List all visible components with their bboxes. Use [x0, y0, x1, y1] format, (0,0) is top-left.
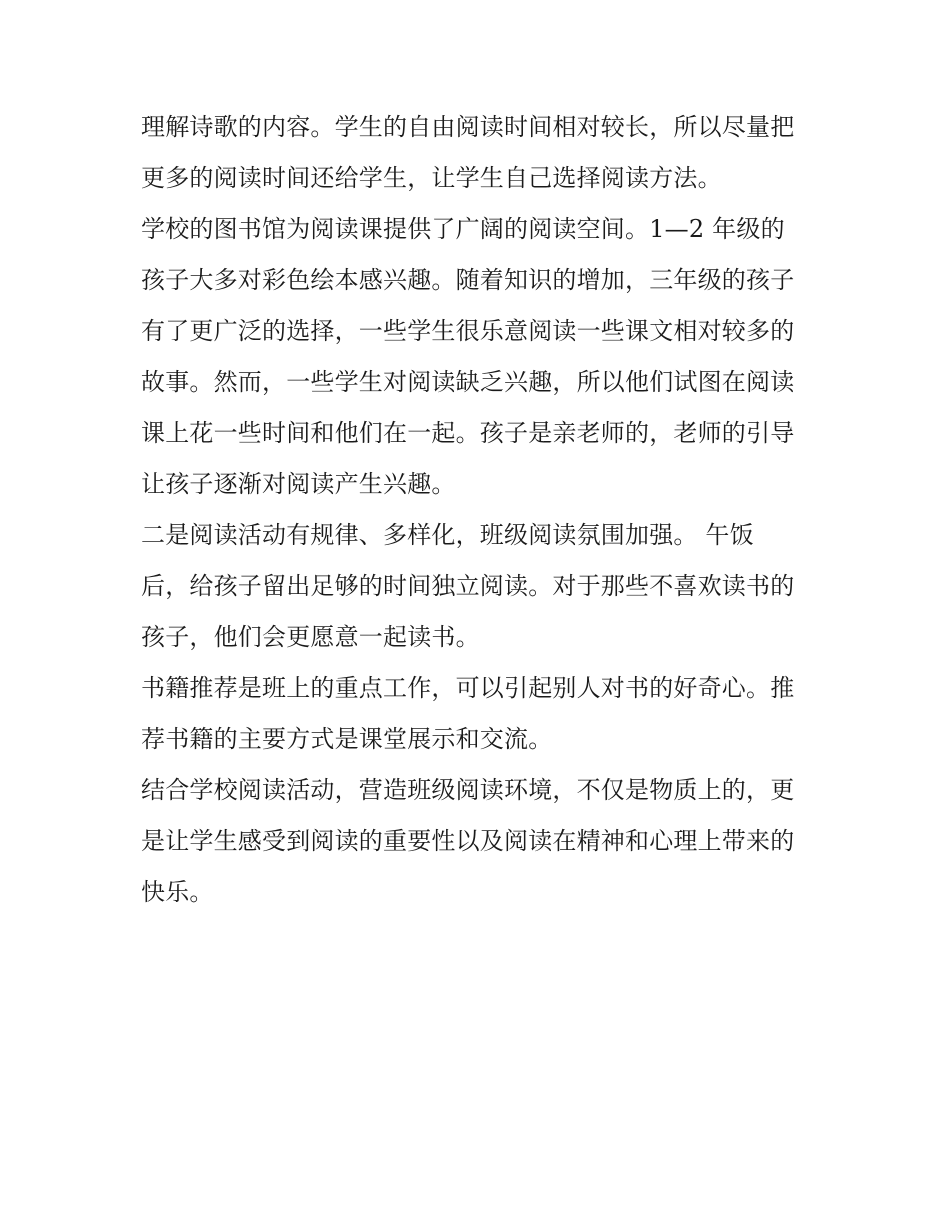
text-line: 后，给孩子留出足够的时间独立阅读。对于那些不喜欢读书的	[141, 572, 795, 600]
text-line: 学校的图书馆为阅读课提供了广阔的阅读空间。1—2 年级的	[141, 215, 785, 243]
text-line: 孩子，他们会更愿意一起读书。	[141, 623, 480, 651]
text-line: 让孩子逐渐对阅读产生兴趣。	[141, 470, 456, 498]
text-line: 荐书籍的主要方式是课堂展示和交流。	[141, 725, 553, 753]
text-line: 快乐。	[141, 878, 214, 906]
text-line: 故事。然而，一些学生对阅读缺乏兴趣，所以他们试图在阅读	[141, 368, 795, 396]
text-line: 理解诗歌的内容。学生的自由阅读时间相对较长，所以尽量把	[141, 113, 795, 141]
text-line: 结合学校阅读活动，营造班级阅读环境，不仅是物质上的，更	[141, 776, 795, 804]
body-text	[141, 102, 821, 918]
text-line: 书籍推荐是班上的重点工作，可以引起别人对书的好奇心。推	[141, 674, 795, 702]
text-line: 课上花一些时间和他们在一起。孩子是亲老师的，老师的引导	[141, 419, 795, 447]
text-line: 孩子大多对彩色绘本感兴趣。随着知识的增加，三年级的孩子	[141, 266, 795, 294]
text-line: 有了更广泛的选择，一些学生很乐意阅读一些课文相对较多的	[141, 317, 795, 345]
text-line: 更多的阅读时间还给学生，让学生自己选择阅读方法。	[141, 164, 722, 192]
text-line: 二是阅读活动有规律、多样化，班级阅读氛围加强。 午饭	[141, 521, 754, 549]
text-line: 是让学生感受到阅读的重要性以及阅读在精神和心理上带来的	[141, 827, 795, 855]
